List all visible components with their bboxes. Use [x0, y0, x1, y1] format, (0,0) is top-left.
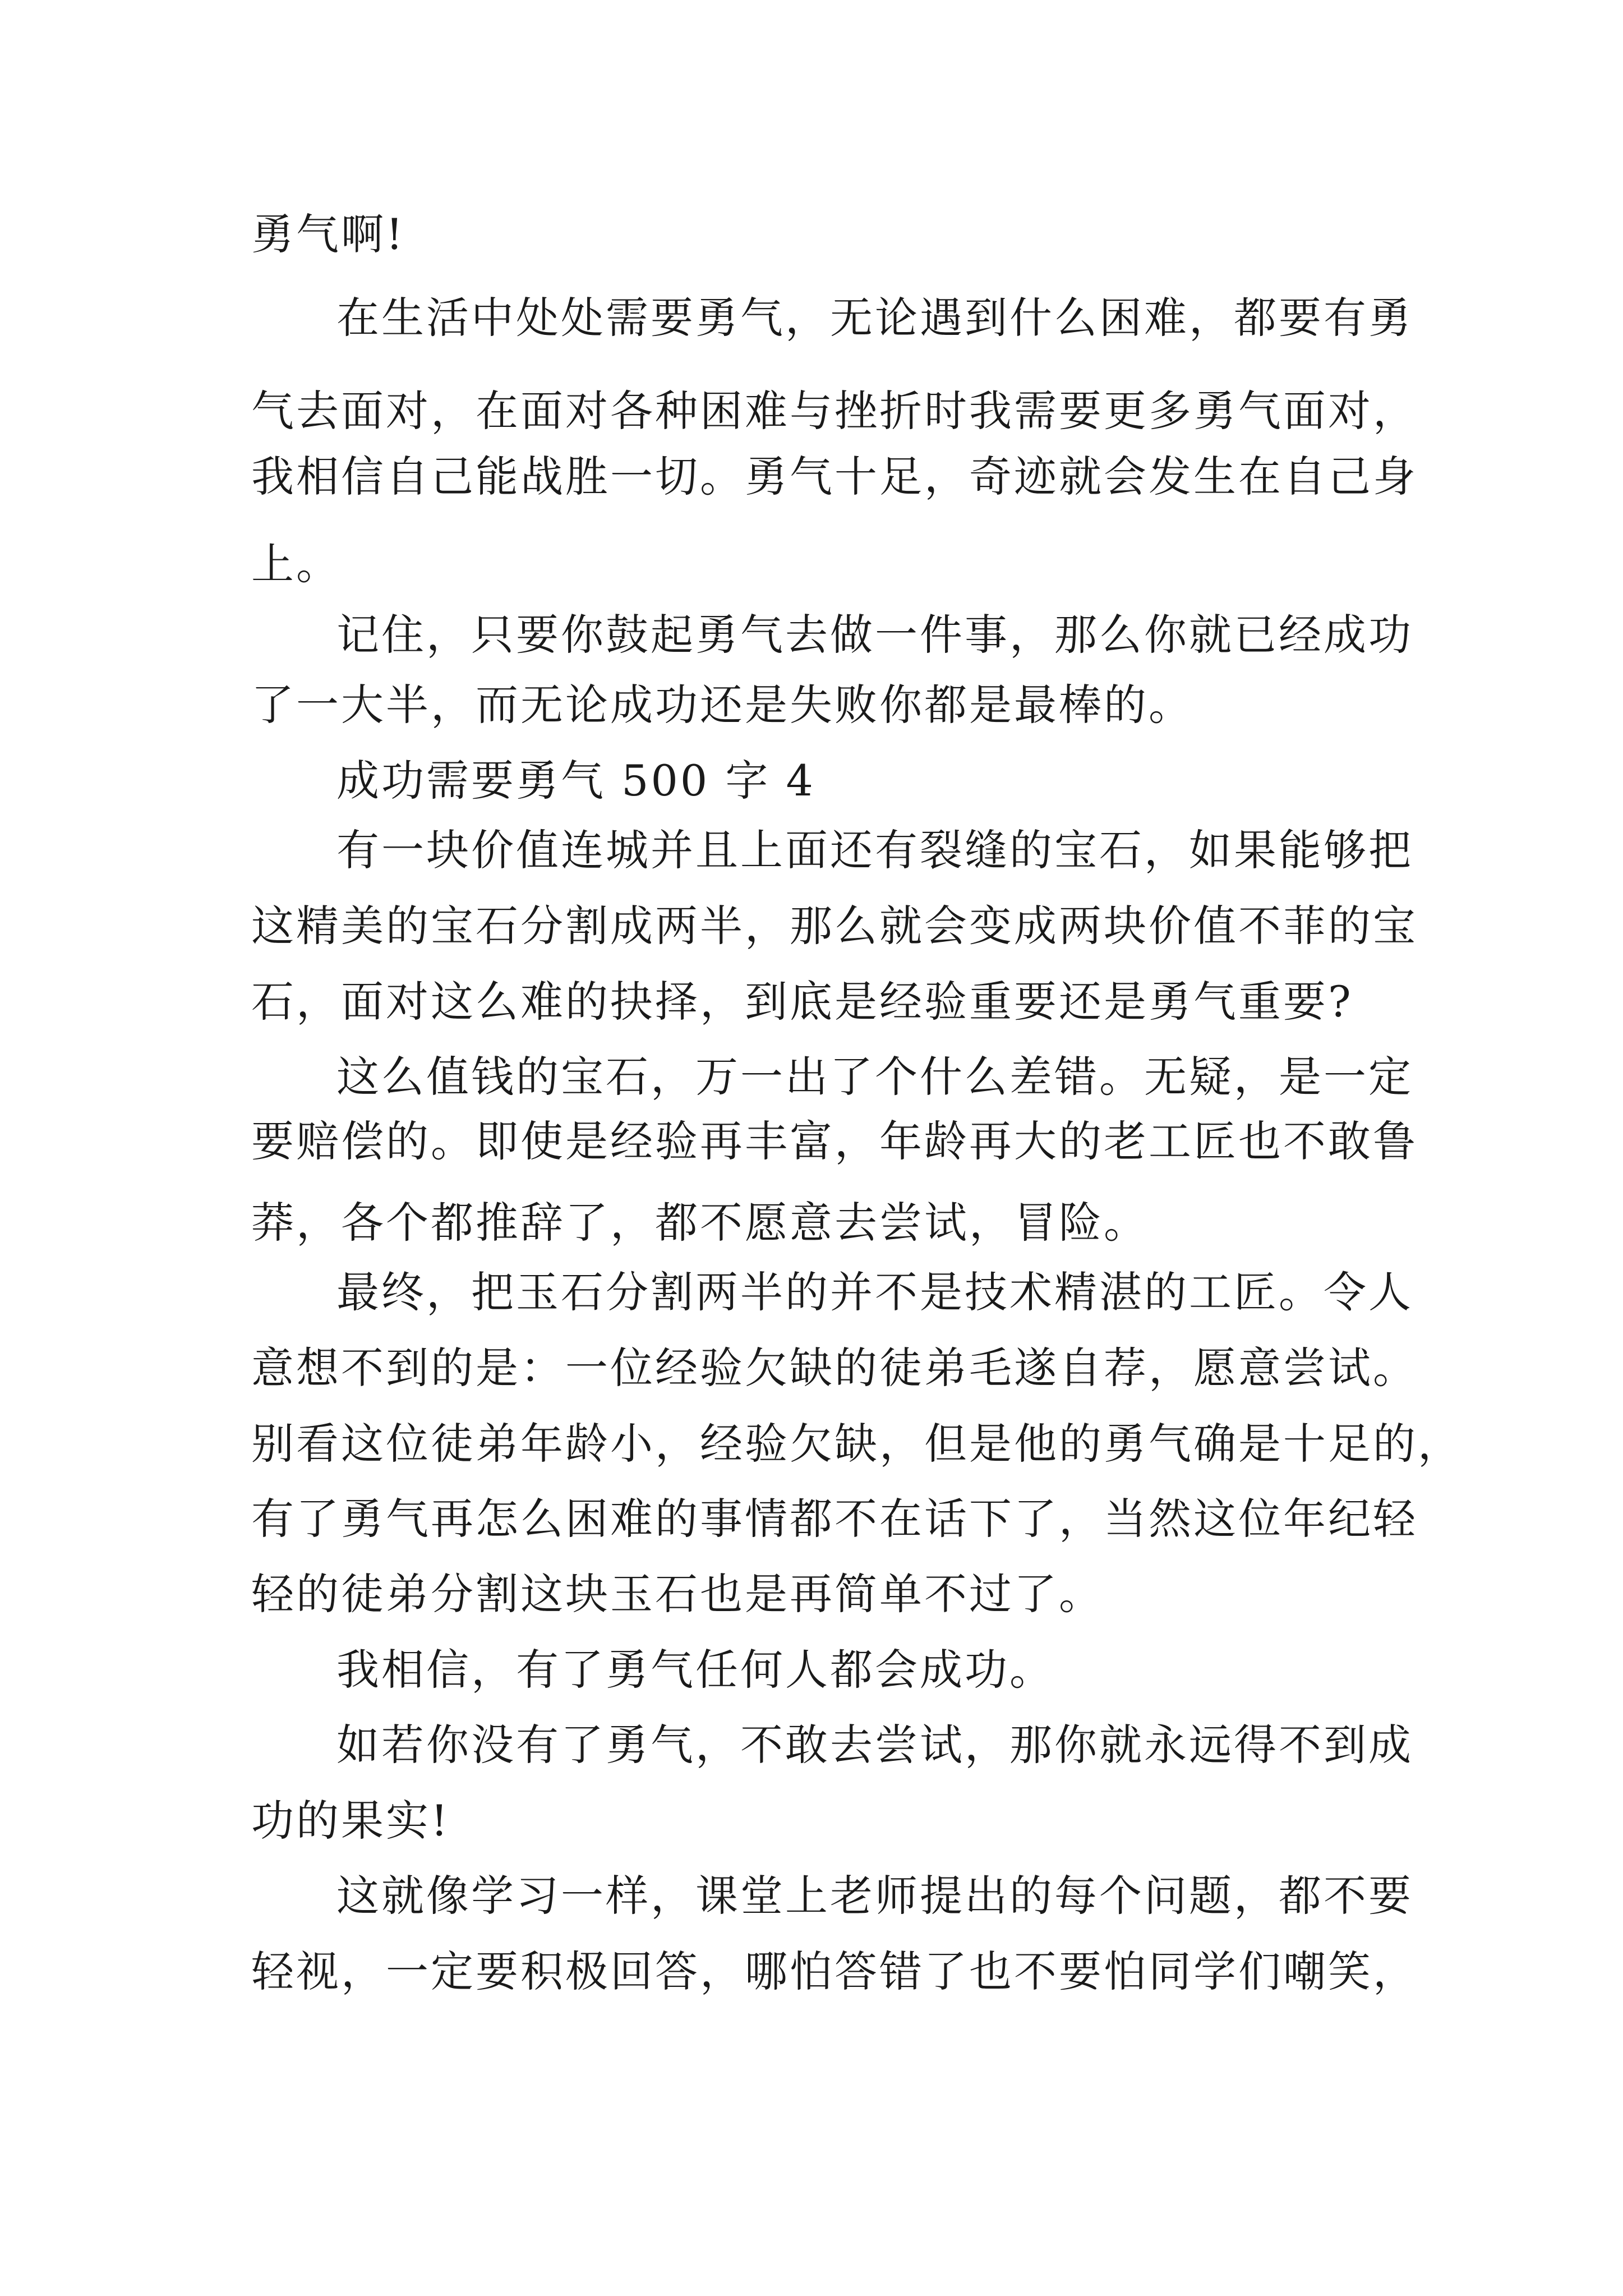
paragraph-line: 有一块价值连城并且上面还有裂缝的宝石，如果能够把 — [336, 825, 1413, 875]
text-line: 我相信自己能战胜一切。勇气十足，奇迹就会发生在自己身 — [251, 452, 1418, 501]
paragraph-line: 我相信，有了勇气任何人都会成功。 — [336, 1645, 1054, 1695]
text-line: 勇气啊! — [251, 209, 405, 259]
text-line: 轻视，一定要积极回答，哪怕答错了也不要怕同学们嘲笑， — [251, 1947, 1418, 1996]
paragraph-line: 如若你没有了勇气，不敢去尝试，那你就永远得不到成 — [336, 1720, 1413, 1770]
text-line: 了一大半，而无论成功还是失败你都是最棒的。 — [251, 680, 1193, 730]
paragraph-line: 这就像学习一样，课堂上老师提出的每个问题，都不要 — [336, 1871, 1413, 1921]
text-line: 气去面对，在面对各种困难与挫折时我需要更多勇气面对， — [251, 386, 1418, 436]
text-line: 意想不到的是：一位经验欠缺的徒弟毛遂自荐，愿意尝试。 — [251, 1343, 1418, 1393]
paragraph-line: 这么值钱的宝石，万一出了个什么差错。无疑，是一定 — [336, 1052, 1413, 1102]
text-line: 莽，各个都推辞了，都不愿意去尝试，冒险。 — [251, 1198, 1149, 1248]
text-line: 别看这位徒弟年龄小，经验欠缺，但是他的勇气确是十足的， — [251, 1419, 1463, 1469]
paragraph-line: 最终，把玉石分割两半的并不是技术精湛的工匠。令人 — [336, 1267, 1413, 1317]
section-heading: 成功需要勇气 500 字 4 — [336, 756, 815, 806]
text-line: 上。 — [251, 539, 341, 589]
text-line: 轻的徒弟分割这块玉石也是再简单不过了。 — [251, 1569, 1104, 1619]
text-line: 功的果实! — [251, 1796, 450, 1846]
text-line: 这精美的宝石分割成两半，那么就会变成两块价值不菲的宝 — [251, 901, 1418, 951]
text-line: 石，面对这么难的抉择，到底是经验重要还是勇气重要? — [251, 977, 1353, 1027]
paragraph-line: 记住，只要你鼓起勇气去做一件事，那么你就已经成功 — [336, 610, 1413, 660]
text-line: 有了勇气再怎么困难的事情都不在话下了，当然这位年纪轻 — [251, 1494, 1418, 1544]
text-line: 要赔偿的。即使是经验再丰富，年龄再大的老工匠也不敢鲁 — [251, 1116, 1418, 1166]
paragraph-line: 在生活中处处需要勇气，无论遇到什么困难，都要有勇 — [336, 293, 1413, 343]
